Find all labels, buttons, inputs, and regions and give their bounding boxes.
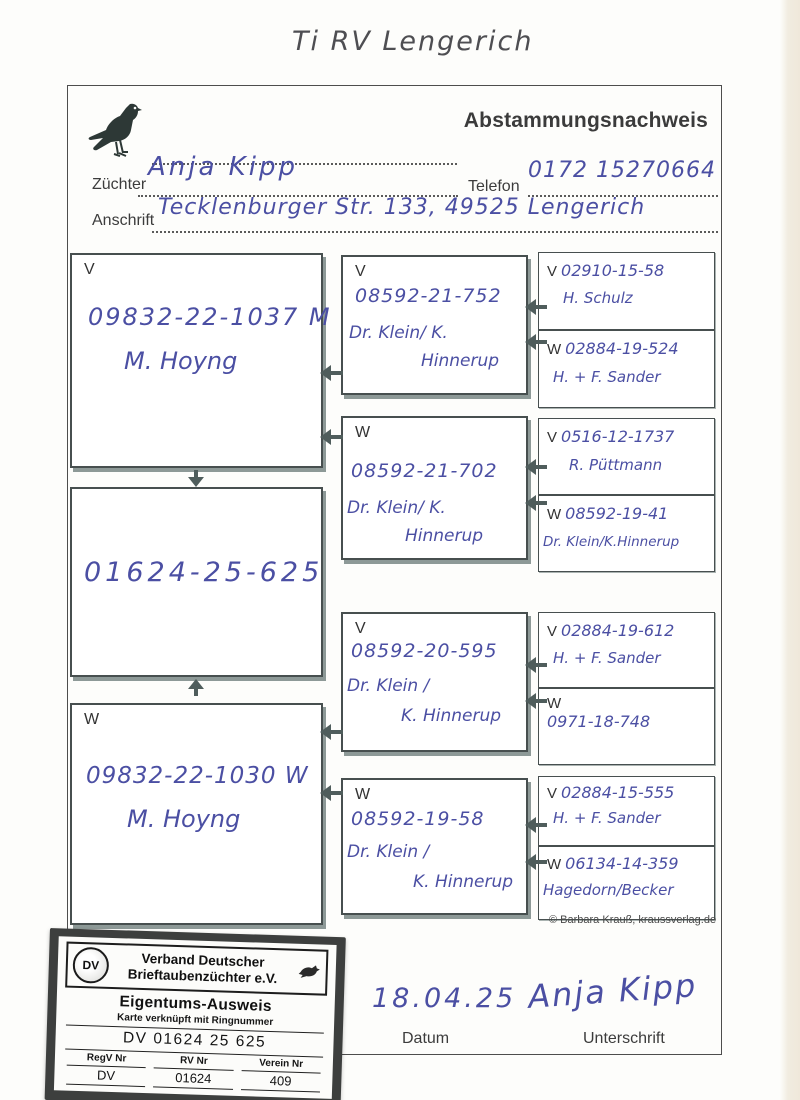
arrow-down-icon	[194, 470, 198, 478]
sex-label: V	[547, 785, 558, 802]
ring-number: 08592-21-752	[355, 285, 502, 307]
ring-number: 08592-19-58	[351, 808, 485, 830]
breeder-name: M. Hoyng	[124, 347, 238, 375]
pedigree-box-granddam-maternal	[341, 778, 528, 915]
zuechter-value: Anja Kipp	[148, 152, 298, 182]
arrow-left-icon	[535, 340, 547, 344]
ring-number: 09832-22-1030 W	[86, 763, 309, 789]
breeder-name: H. + F. Sander	[553, 809, 661, 827]
breeder-name-line1: Dr. Klein /	[347, 676, 430, 696]
sticker-subtitle: Karte verknüpft mit Ringnummer	[116, 1012, 274, 1029]
sticker-ring-number: DV 01624 25 625	[122, 1029, 267, 1051]
telefon-value: 0172 15270664	[528, 158, 716, 183]
sex-label: W	[547, 341, 562, 358]
rv-cell	[149, 1054, 237, 1090]
pedigree-box-ggp-2	[538, 330, 715, 408]
ring-number: 09832-22-1037 M	[88, 303, 332, 331]
telefon-label: Telefon	[468, 178, 520, 195]
breeder-name-line2: Hinnerup	[405, 526, 484, 546]
ring-number: 02910-15-58	[561, 261, 665, 280]
pedigree-box-ggp-5	[538, 612, 715, 688]
pedigree-box-father	[70, 253, 332, 468]
ownership-sticker	[45, 928, 346, 1100]
dv-logo-icon	[72, 947, 109, 984]
dv-logo-text: DV	[82, 958, 100, 973]
regv-label: RegV Nr	[86, 1052, 127, 1065]
pedigree-box-ggp-1	[538, 252, 715, 330]
breeder-name: R. Püttmann	[569, 456, 663, 474]
verein-cell	[237, 1057, 325, 1093]
regv-value: DV	[66, 1065, 146, 1087]
ring-number: 08592-19-41	[565, 504, 669, 523]
sex-label: V	[355, 620, 366, 637]
arrow-left-icon	[535, 305, 547, 309]
ring-number: 0971-18-748	[547, 712, 651, 731]
rv-value: 01624	[153, 1067, 233, 1089]
arrow-left-icon	[330, 371, 343, 375]
date-value: 18.04.25	[372, 983, 517, 1014]
pedigree-box-ggp-7	[538, 776, 715, 846]
sex-label: W	[547, 695, 562, 712]
pigeon-icon	[86, 96, 144, 167]
breeder-name-line1: Dr. Klein /	[347, 842, 430, 862]
breeder-name: H. Schulz	[563, 289, 633, 307]
breeder-name: Hagedorn/Becker	[543, 881, 674, 899]
arrow-left-icon	[330, 435, 343, 439]
sex-label: W	[547, 856, 562, 873]
verein-value: 409	[241, 1070, 321, 1092]
sticker-header	[65, 942, 328, 996]
sex-label: W	[84, 711, 100, 728]
sticker-card	[54, 936, 337, 1099]
copyright-note: © Barbara Krauß, kraussverlag.de	[549, 914, 717, 926]
ring-number: 08592-20-595	[351, 640, 498, 662]
ring-number: 06134-14-359	[565, 854, 679, 873]
pedigree-box-grandsire-maternal	[341, 612, 528, 752]
sex-label: V	[547, 429, 558, 446]
ring-number: 02884-15-555	[561, 783, 675, 802]
arrow-up-icon	[194, 688, 198, 696]
verein-label: Verein Nr	[259, 1057, 304, 1071]
breeder-name-line2: K. Hinnerup	[401, 706, 502, 726]
sex-label: V	[547, 263, 558, 280]
pedigree-box-ggp-6	[538, 688, 715, 765]
org-line2: Brieftaubenzüchter e.V.	[127, 966, 278, 987]
breeder-name: H. + F. Sander	[553, 368, 661, 386]
breeder-name: Dr. Klein/K.Hinnerup	[543, 534, 680, 550]
pigeon-emblem-icon	[296, 961, 321, 983]
organization-name	[114, 951, 291, 988]
date-label: Datum	[402, 1030, 450, 1047]
pedigree-box-mother	[70, 703, 323, 925]
pedigree-box-ggp-8	[538, 846, 715, 920]
page-title: Abstammungsnachweis	[463, 109, 708, 132]
arrow-left-icon	[535, 699, 547, 703]
breeder-name-line1: Dr. Klein/ K.	[349, 323, 448, 343]
ring-number: 02884-19-524	[565, 339, 679, 358]
ring-number: 01624-25-625	[84, 557, 324, 588]
pedigree-box-subject	[70, 487, 323, 677]
sex-label: V	[547, 623, 558, 640]
top-annotation: Ti RV Lengerich	[292, 26, 534, 57]
anschrift-label: Anschrift	[92, 212, 155, 229]
pedigree-box-ggp-4	[538, 495, 715, 572]
arrow-left-icon	[535, 823, 547, 827]
scan-edge	[780, 0, 800, 1100]
dotted-line	[152, 231, 718, 233]
pedigree-box-ggp-3	[538, 418, 715, 495]
sex-label: W	[547, 506, 562, 523]
breeder-name-line1: Dr. Klein/ K.	[347, 498, 446, 518]
arrow-left-icon	[535, 501, 547, 505]
arrow-left-icon	[330, 791, 343, 795]
org-line1: Verband Deutscher	[141, 951, 265, 971]
arrow-left-icon	[535, 860, 547, 864]
arrow-left-icon	[330, 730, 343, 734]
sticker-title: Eigentums-Ausweis	[119, 993, 273, 1016]
sex-label: W	[355, 424, 371, 441]
breeder-name-line2: K. Hinnerup	[413, 872, 514, 892]
breeder-name: M. Hoyng	[127, 805, 241, 833]
arrow-left-icon	[535, 663, 547, 667]
rv-label: RV Nr	[179, 1055, 208, 1068]
breeder-name-line2: Hinnerup	[421, 351, 500, 371]
pedigree-box-grandsire-paternal	[341, 255, 528, 395]
anschrift-value: Tecklenburger Str. 133, 49525 Lengerich	[158, 195, 646, 220]
sex-label: W	[355, 786, 371, 803]
signature-label: Unterschrift	[583, 1030, 665, 1047]
signature: Anja Kipp	[526, 966, 699, 1016]
pedigree-box-granddam-paternal	[341, 416, 528, 560]
regv-cell	[62, 1051, 150, 1087]
ring-number: 08592-21-702	[351, 460, 498, 482]
arrow-left-icon	[535, 465, 547, 469]
ring-number: 02884-19-612	[561, 621, 675, 640]
sex-label: V	[84, 261, 95, 278]
ring-number: 0516-12-1737	[561, 427, 675, 446]
breeder-name: H. + F. Sander	[553, 649, 661, 667]
zuechter-label: Züchter	[92, 176, 147, 193]
sex-label: V	[355, 263, 366, 280]
